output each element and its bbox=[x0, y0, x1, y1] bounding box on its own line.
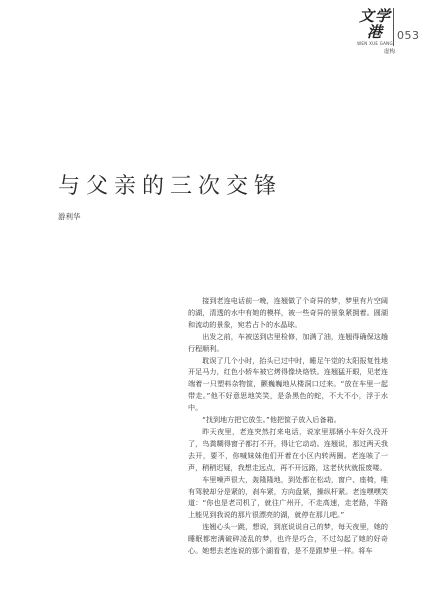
header-divider bbox=[393, 8, 394, 46]
paragraph: 耽误了几个小时，抬头已过中时，睡足午觉的太阳报复性地开足马力，红色小轿车被它烤得像块烙铁。连翘猛开眼，见老连端着一只塑料杂物筐，颤巍巍地从楼洞口过来。“放在车里一起带走。”他不好意思地笑笑，是条黑色的蛇，不大不小，浮于水中。 bbox=[188, 355, 388, 413]
paragraph: 车里噪声很大，轰隆隆地，到处都在松动，窗户、座椅，唯有驾驶却分是紧的，刹车紧，方向盘紧，操纵杆紧。老连嘿嘿笑道：“你也是老司机了，就往广州开，不走高速，走老路，半路上能见到我说的那片很漂亮的湖，就停在那儿吧。” bbox=[188, 474, 388, 520]
article-title: 与父亲的三次交锋 bbox=[58, 174, 283, 199]
paragraph: 连翘心头一跳，想说，到底说说自己的梦，每天夜里，她的睡眠都密满破碎凌乱的梦，也许是巧合，不过勾起了她的好奇心。她想去老连说的那个湖看看，是不是跟梦里一样。将车 bbox=[188, 522, 388, 556]
paragraph: 昨天夜里，老连突然打来电话，说家里那辆小车好久没开了，鸟粪糊得窗子都打不开，得让它动动。连翘说，那过两天我去开，要不，你喊妹妹他们开着在小区内转两圈。老连咳了一声，稍稍迟疑，我想走远点，再不开远路，这老伙伙就报废喽。 bbox=[188, 426, 388, 472]
article-body bbox=[188, 295, 388, 557]
magazine-pinyin: WEN XUE GANG bbox=[357, 41, 393, 46]
paragraph: “找到地方把它放生。”他把筐子放入后备箱。 bbox=[202, 415, 341, 425]
magazine-name: 文学港 bbox=[358, 7, 391, 41]
section-label: 虚构 bbox=[383, 49, 395, 55]
article-author: 游利华 bbox=[58, 212, 81, 221]
paragraph: 接到老连电话前一晚，连翘做了个奇异的梦，梦里有片空阔的湖，清透的水中有她的模样，被一些奇异的景象紧拥着。圆湖和流动的景象，宛若占卜的水晶球。 bbox=[188, 296, 388, 329]
page-number: 053 bbox=[397, 29, 420, 42]
paragraph: 出发之前，车被送到店里检修，加满了油，连翘得确保这趟行程顺利。 bbox=[188, 331, 388, 353]
magazine-logo bbox=[355, 8, 395, 56]
